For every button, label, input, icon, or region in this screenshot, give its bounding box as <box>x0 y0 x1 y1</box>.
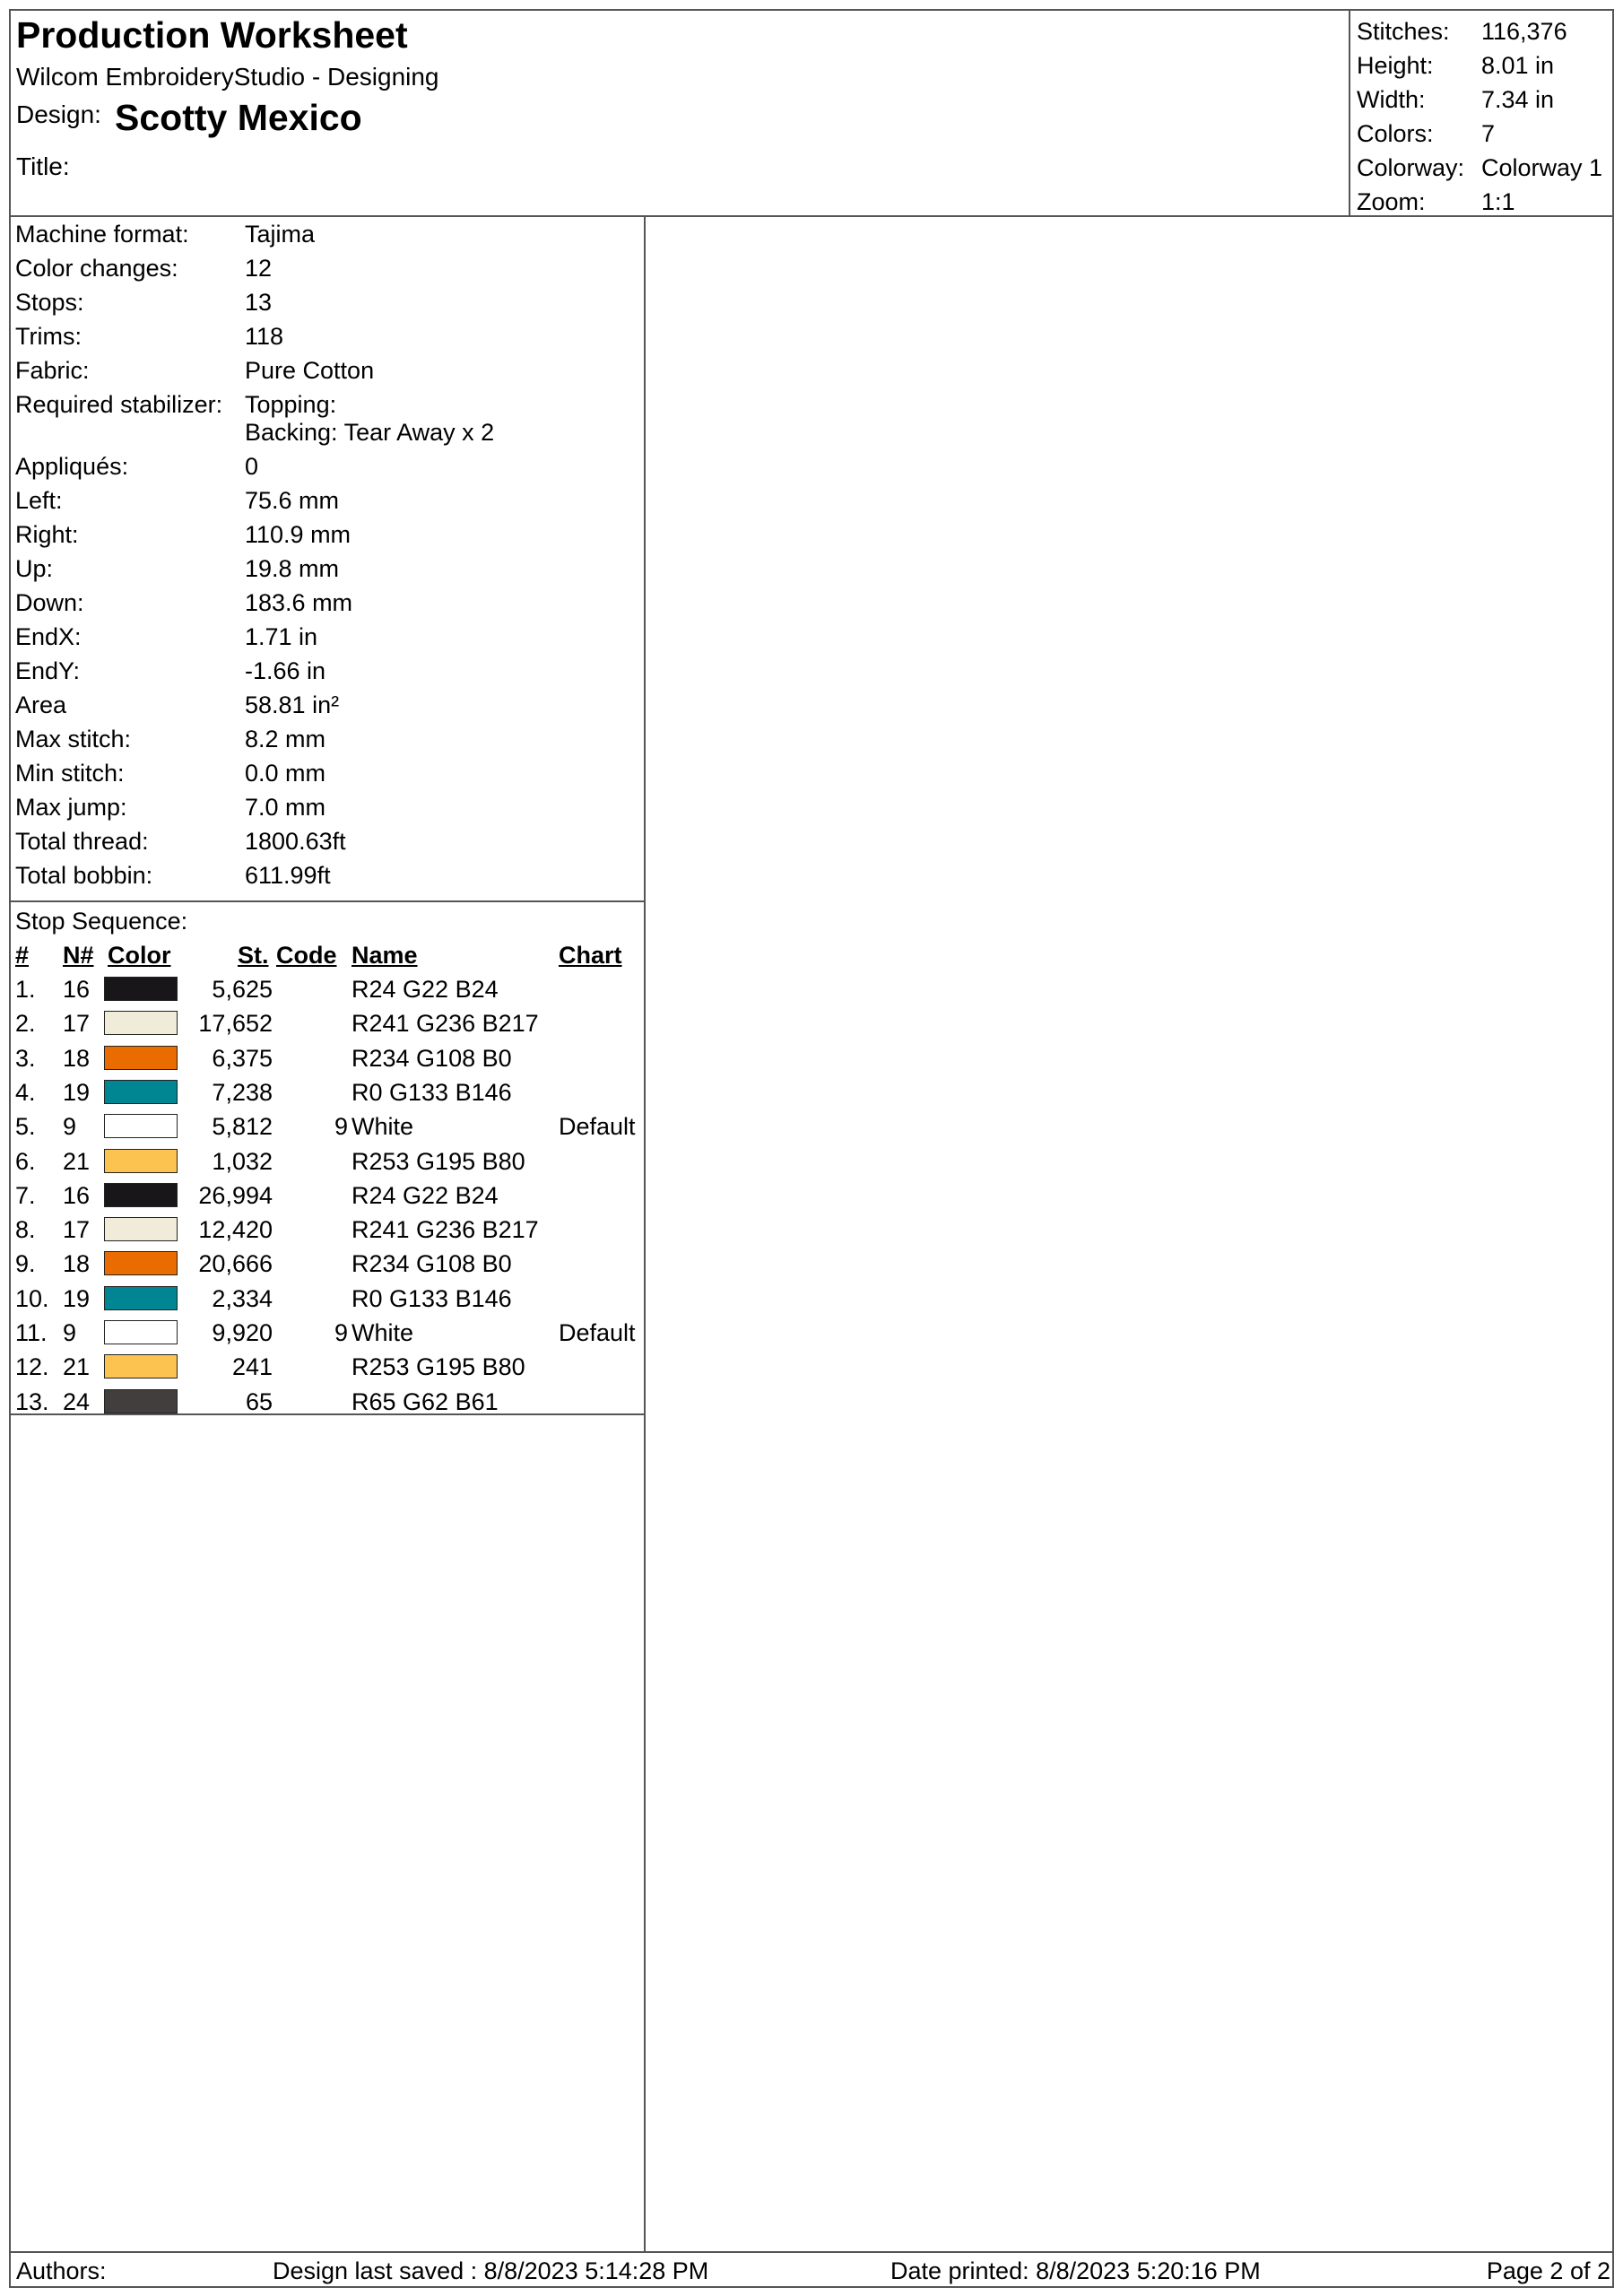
color-swatch <box>104 1011 178 1035</box>
stitch-count: 9,920 <box>212 1319 273 1346</box>
stop-number: 9. <box>15 1250 36 1278</box>
stop-row <box>9 1178 644 1213</box>
summary-label: Zoom: <box>1357 188 1426 215</box>
col-head-color: Color <box>108 942 171 969</box>
detail-value: 8.2 mm <box>245 726 326 752</box>
needle-number: 17 <box>63 1216 91 1244</box>
stop-number: 7. <box>15 1181 36 1209</box>
stitch-count: 7,238 <box>212 1078 273 1106</box>
detail-label: Total thread: <box>15 828 149 855</box>
stitch-count: 5,812 <box>212 1113 273 1141</box>
stop-row <box>9 1247 644 1281</box>
color-swatch <box>104 1389 178 1413</box>
color-swatch <box>104 1217 178 1241</box>
detail-value: Pure Cotton <box>245 357 375 384</box>
stop-number: 1. <box>15 976 36 1003</box>
detail-label: Left: <box>15 487 63 514</box>
stitch-count: 6,375 <box>212 1044 273 1072</box>
detail-label: EndY: <box>15 657 81 684</box>
stitch-count: 20,666 <box>198 1250 273 1278</box>
stop-row <box>9 1075 644 1109</box>
col-head-chart: Chart <box>559 942 622 969</box>
detail-value: 13 <box>245 289 273 316</box>
stop-row <box>9 1006 644 1040</box>
stop-sequence-title: Stop Sequence: <box>15 908 188 935</box>
stitch-count: 12,420 <box>198 1216 273 1244</box>
detail-label: EndX: <box>15 623 82 650</box>
detail-label: Fabric: <box>15 357 90 384</box>
detail-value: -1.66 in <box>245 657 326 684</box>
stop-row <box>9 972 644 1006</box>
color-swatch <box>104 1149 178 1173</box>
page-footer <box>9 2251 1614 2288</box>
needle-number: 24 <box>63 1387 91 1415</box>
color-swatch <box>104 1286 178 1310</box>
summary-value: 8.01 in <box>1481 52 1555 79</box>
thread-name: White <box>352 1319 414 1346</box>
thread-name: R0 G133 B146 <box>352 1078 512 1106</box>
detail-value: 110.9 mm <box>245 521 352 548</box>
summary-label: Colors: <box>1357 120 1434 147</box>
thread-name: R0 G133 B146 <box>352 1284 512 1312</box>
needle-number: 18 <box>63 1250 91 1278</box>
summary-panel <box>1349 9 1612 215</box>
color-swatch <box>104 1251 178 1275</box>
detail-value: 12 <box>245 255 273 282</box>
col-head-code: Code <box>276 942 337 969</box>
summary-row <box>1350 83 1614 117</box>
stop-sequence <box>9 902 644 1415</box>
stop-number: 8. <box>15 1216 36 1244</box>
thread-name: R253 G195 B80 <box>352 1147 525 1175</box>
stitch-count: 26,994 <box>198 1181 273 1209</box>
footer-authors: Authors: <box>16 2257 107 2284</box>
needle-number: 16 <box>63 976 91 1003</box>
stop-row <box>9 1316 644 1350</box>
color-swatch <box>104 1354 178 1378</box>
stop-number: 11. <box>15 1319 48 1346</box>
summary-row <box>1350 151 1614 185</box>
thread-name: R241 G236 B217 <box>352 1010 539 1038</box>
detail-value: Tajima <box>245 221 316 248</box>
page-title: Production Worksheet <box>16 14 408 56</box>
thread-name: R241 G236 B217 <box>352 1216 539 1244</box>
stop-row <box>9 1282 644 1316</box>
stitch-count: 5,625 <box>212 976 273 1003</box>
needle-number: 18 <box>63 1044 91 1072</box>
col-head-num: # <box>15 942 30 969</box>
footer-date-printed: Date printed: 8/8/2023 5:20:16 PM <box>890 2257 1261 2284</box>
stop-number: 4. <box>15 1078 36 1106</box>
stop-number: 6. <box>15 1147 36 1175</box>
stop-row <box>9 1041 644 1075</box>
stop-number: 12. <box>15 1353 49 1381</box>
detail-label: Total bobbin: <box>15 862 153 889</box>
detail-label: Right: <box>15 521 79 548</box>
title-label: Title: <box>16 152 70 180</box>
thread-name: R65 G62 B61 <box>352 1387 499 1415</box>
summary-label: Colorway: <box>1357 154 1465 181</box>
stitch-count: 241 <box>231 1353 273 1381</box>
summary-row <box>1350 185 1614 219</box>
footer-page-number: Page 2 of 2 <box>1486 2257 1610 2284</box>
detail-value: 0 <box>245 453 259 480</box>
detail-label: Min stitch: <box>15 760 125 787</box>
color-swatch <box>104 1320 178 1344</box>
detail-label: Max jump: <box>15 794 127 821</box>
stop-number: 2. <box>15 1010 36 1038</box>
needle-number: 21 <box>63 1353 91 1381</box>
detail-value: 1800.63ft <box>245 828 346 855</box>
detail-label: Up: <box>15 555 54 582</box>
detail-value: 58.81 in² <box>245 691 340 718</box>
summary-value: 1:1 <box>1481 188 1515 215</box>
summary-value: Colorway 1 <box>1481 154 1603 181</box>
thread-name: R234 G108 B0 <box>352 1250 512 1278</box>
design-label: Design: <box>16 100 101 128</box>
stitch-count: 1,032 <box>212 1147 273 1175</box>
design-details <box>9 217 644 902</box>
detail-label: Machine format: <box>15 221 189 248</box>
detail-value: 19.8 mm <box>245 555 340 582</box>
detail-value: 0.0 mm <box>245 760 326 787</box>
thread-code: 9 <box>334 1113 348 1141</box>
detail-label: Color changes: <box>15 255 178 282</box>
summary-value: 7 <box>1481 120 1496 147</box>
detail-value: 118 <box>245 323 284 350</box>
stop-row <box>9 1385 644 1419</box>
thread-name: R24 G22 B24 <box>352 976 499 1003</box>
detail-value: 611.99ft <box>245 862 331 889</box>
color-swatch <box>104 1046 178 1070</box>
stop-number: 3. <box>15 1044 36 1072</box>
needle-number: 9 <box>63 1113 77 1141</box>
color-swatch <box>104 1114 178 1138</box>
detail-label: Stops: <box>15 289 84 316</box>
stop-row <box>9 1144 644 1178</box>
worksheet-header <box>9 9 1614 217</box>
summary-label: Stitches: <box>1357 18 1450 45</box>
col-head-name: Name <box>352 942 418 969</box>
stop-row <box>9 1109 644 1144</box>
needle-number: 19 <box>63 1078 91 1106</box>
detail-label: Appliqués: <box>15 453 129 480</box>
detail-value: Topping: <box>245 391 337 418</box>
color-swatch <box>104 1080 178 1104</box>
summary-label: Height: <box>1357 52 1434 79</box>
color-swatch <box>104 1183 178 1207</box>
detail-value: 75.6 mm <box>245 487 340 514</box>
stop-number: 10. <box>15 1284 49 1312</box>
left-column <box>9 217 646 2251</box>
detail-label: Max stitch: <box>15 726 132 752</box>
design-name: Scotty Mexico <box>115 97 362 138</box>
thread-chart: Default <box>559 1113 636 1141</box>
stop-row <box>9 1213 644 1247</box>
summary-row <box>1350 117 1614 151</box>
thread-name: R234 G108 B0 <box>352 1044 512 1072</box>
detail-label: Trims: <box>15 323 82 350</box>
detail-label: Required stabilizer: <box>15 391 223 418</box>
stop-number: 5. <box>15 1113 36 1141</box>
needle-number: 17 <box>63 1010 91 1038</box>
detail-value: 183.6 mm <box>245 589 353 616</box>
detail-value: 1.71 in <box>245 623 318 650</box>
stitch-count: 2,334 <box>212 1284 273 1312</box>
summary-label: Width: <box>1357 86 1426 113</box>
stop-number: 13. <box>15 1387 49 1415</box>
app-name: Wilcom EmbroideryStudio - Designing <box>16 63 439 91</box>
needle-number: 16 <box>63 1181 91 1209</box>
detail-label: Down: <box>15 589 84 616</box>
col-head-needle: N# <box>63 942 94 969</box>
thread-code: 9 <box>334 1319 348 1346</box>
needle-number: 19 <box>63 1284 91 1312</box>
thread-name: R253 G195 B80 <box>352 1353 525 1381</box>
col-head-stitches: St. <box>238 942 269 969</box>
summary-row <box>1350 14 1614 48</box>
detail-value: Backing: Tear Away x 2 <box>245 419 495 446</box>
detail-label: Area <box>15 691 67 718</box>
color-swatch <box>104 977 178 1001</box>
detail-value: 7.0 mm <box>245 794 326 821</box>
needle-number: 9 <box>63 1319 77 1346</box>
stitch-count: 17,652 <box>198 1010 273 1038</box>
thread-name: R24 G22 B24 <box>352 1181 499 1209</box>
stop-row <box>9 1350 644 1384</box>
thread-chart: Default <box>559 1319 636 1346</box>
stitch-count: 65 <box>245 1387 273 1415</box>
summary-value: 116,376 <box>1481 18 1567 45</box>
footer-last-saved: Design last saved : 8/8/2023 5:14:28 PM <box>273 2257 709 2284</box>
thread-name: White <box>352 1113 414 1141</box>
summary-value: 7.34 in <box>1481 86 1555 113</box>
summary-row <box>1350 48 1614 83</box>
needle-number: 21 <box>63 1147 91 1175</box>
